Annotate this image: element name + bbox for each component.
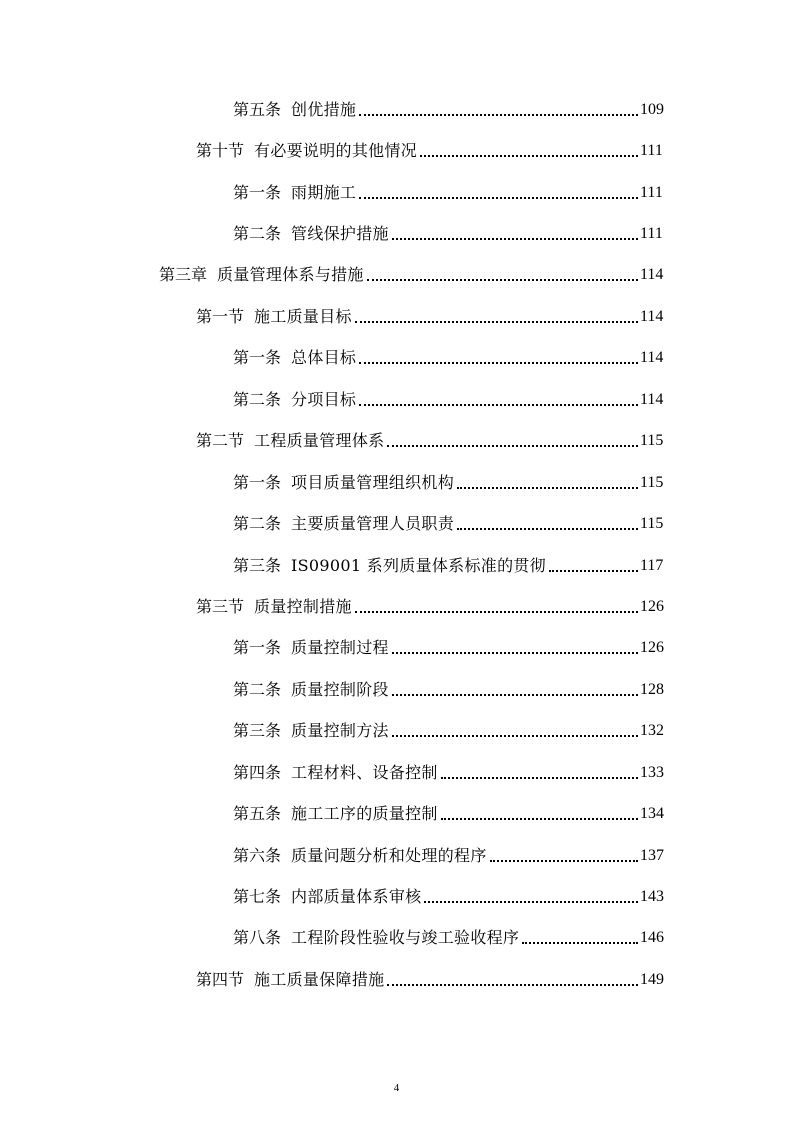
toc-entry[interactable] (0, 628, 793, 669)
toc-entry-number: 第一条 (233, 348, 282, 368)
toc-entry-label (233, 473, 454, 493)
toc-entry-label (233, 721, 389, 741)
toc-entry[interactable] (0, 89, 793, 130)
toc-entry[interactable] (0, 172, 793, 213)
toc-entry-number: 第二条 (233, 679, 282, 699)
toc-entry-page: 114 (640, 349, 664, 367)
toc-entry-page: 132 (640, 722, 664, 740)
toc-entry[interactable] (0, 130, 793, 171)
toc-entry-page: 109 (640, 100, 664, 118)
toc-entry-number: 第一条 (233, 472, 282, 492)
toc-entry-label (233, 100, 356, 120)
toc-dot-leader (457, 514, 638, 534)
toc-entry[interactable] (0, 545, 793, 586)
toc-entry-label (196, 141, 417, 161)
toc-entry-number: 第三章 (159, 265, 208, 285)
toc-entry-number: 第五条 (233, 99, 282, 119)
toc-entry-number: 第二条 (233, 514, 282, 534)
toc-entry-number: 第三节 (196, 596, 245, 616)
toc-entry-title: 质量控制阶段 (291, 679, 389, 699)
toc-entry-number: 第三条 (233, 555, 282, 575)
toc-dot-leader (387, 431, 638, 451)
toc-entry-label (233, 390, 356, 410)
toc-entry-number: 第五条 (233, 804, 282, 824)
toc-entry-page: 149 (640, 970, 664, 988)
toc-entry-label (196, 431, 384, 451)
toc-entry-label (233, 680, 389, 700)
toc-dot-leader (355, 307, 638, 327)
toc-entry-number: 第四条 (233, 762, 282, 782)
toc-entry-title: 分项目标 (291, 389, 357, 409)
toc-entry-page: 111 (640, 183, 663, 201)
toc-entry[interactable] (0, 296, 793, 337)
toc-entry[interactable] (0, 669, 793, 710)
toc-dot-leader (392, 224, 638, 244)
toc-entry-label (233, 183, 356, 203)
toc-dot-leader (392, 638, 638, 658)
toc-entry-page: 114 (640, 390, 664, 408)
toc-entry-number: 第十节 (196, 141, 245, 161)
toc-entry-number: 第七条 (233, 887, 282, 907)
table-of-contents (0, 89, 793, 1001)
toc-entry-title: 项目质量管理组织机构 (291, 472, 455, 492)
toc-entry-label (233, 804, 438, 824)
toc-entry[interactable] (0, 213, 793, 254)
toc-entry-page: 115 (640, 432, 664, 450)
toc-entry-number: 第一条 (233, 182, 282, 202)
toc-entry-label (233, 846, 487, 866)
toc-entry-title: 质量问题分析和处理的程序 (291, 845, 487, 865)
toc-entry[interactable] (0, 959, 793, 1000)
toc-dot-leader (367, 265, 638, 285)
toc-entry-page: 114 (640, 266, 664, 284)
toc-entry[interactable] (0, 752, 793, 793)
toc-dot-leader (549, 556, 638, 576)
toc-entry-title: 创优措施 (291, 99, 357, 119)
toc-dot-leader (441, 804, 638, 824)
toc-entry[interactable] (0, 338, 793, 379)
toc-entry-page: 134 (640, 805, 664, 823)
toc-entry[interactable] (0, 255, 793, 296)
toc-entry-title: 工程材料、设备控制 (291, 762, 438, 782)
toc-entry-title: 工程质量管理体系 (254, 431, 385, 451)
toc-entry-page: 137 (640, 846, 664, 864)
toc-dot-leader (359, 100, 638, 120)
toc-entry-label (233, 348, 356, 368)
toc-entry[interactable] (0, 503, 793, 544)
toc-entry-title: 施工工序的质量控制 (291, 804, 438, 824)
toc-entry-number: 第四节 (196, 969, 245, 989)
toc-entry-label (196, 597, 352, 617)
toc-entry-label (196, 307, 352, 327)
toc-entry[interactable] (0, 462, 793, 503)
toc-entry-page: 111 (640, 142, 663, 160)
toc-entry-page: 146 (640, 929, 664, 947)
toc-dot-leader (490, 846, 638, 866)
toc-dot-leader (355, 597, 638, 617)
toc-entry-label (233, 887, 421, 907)
toc-entry-number: 第二节 (196, 431, 245, 451)
toc-dot-leader (359, 348, 638, 368)
toc-entry-number: 第二条 (233, 389, 282, 409)
toc-entry[interactable] (0, 711, 793, 752)
page-number: 4 (393, 1082, 400, 1094)
toc-entry-page: 114 (640, 307, 664, 325)
toc-dot-leader (441, 763, 638, 783)
toc-entry-title: 总体目标 (291, 348, 357, 368)
toc-entry-number: 第一节 (196, 306, 245, 326)
toc-entry-label (233, 928, 519, 948)
toc-entry-page: 115 (640, 473, 664, 491)
toc-entry-title: 施工质量目标 (254, 306, 352, 326)
toc-entry-page: 133 (640, 763, 664, 781)
toc-entry-page: 111 (640, 225, 663, 243)
toc-entry-number: 第二条 (233, 224, 282, 244)
toc-entry[interactable] (0, 586, 793, 627)
toc-entry-title: 工程阶段性验收与竣工验收程序 (291, 928, 520, 948)
toc-entry-title: 质量控制措施 (254, 596, 352, 616)
toc-entry-page: 126 (640, 639, 664, 657)
toc-entry-title: 质量控制过程 (291, 638, 389, 658)
toc-entry-page: 126 (640, 597, 664, 615)
toc-dot-leader (457, 473, 638, 493)
toc-entry-title: 质量控制方法 (291, 721, 389, 741)
toc-entry-title: 主要质量管理人员职责 (291, 514, 455, 534)
toc-entry-label (233, 224, 389, 244)
toc-entry-number: 第八条 (233, 928, 282, 948)
toc-entry-page: 115 (640, 515, 664, 533)
toc-dot-leader (387, 970, 638, 990)
toc-entry-title: 有必要说明的其他情况 (254, 141, 418, 161)
toc-dot-leader (424, 887, 638, 907)
toc-entry-number: 第六条 (233, 845, 282, 865)
toc-entry-title: 管线保护措施 (291, 224, 389, 244)
toc-entry-page: 143 (640, 888, 664, 906)
toc-dot-leader (359, 183, 638, 203)
toc-entry-label (196, 970, 384, 990)
toc-entry-label (233, 763, 438, 783)
toc-entry-label (233, 514, 454, 534)
toc-entry[interactable] (0, 835, 793, 876)
toc-entry-title: 质量管理体系与措施 (217, 265, 364, 285)
toc-entry-number: 第一条 (233, 638, 282, 658)
toc-entry-page: 117 (640, 556, 664, 574)
toc-entry-page: 128 (640, 680, 664, 698)
toc-entry-label (159, 265, 364, 285)
toc-entry[interactable] (0, 918, 793, 959)
toc-dot-leader (392, 721, 638, 741)
toc-entry[interactable] (0, 379, 793, 420)
toc-dot-leader (522, 928, 638, 948)
toc-entry-title: 施工质量保障措施 (254, 969, 385, 989)
toc-entry-label (233, 638, 389, 658)
toc-dot-leader (420, 141, 638, 161)
toc-entry-title: IS09001 系列质量体系标准的贯彻 (291, 555, 546, 575)
toc-entry-number: 第三条 (233, 721, 282, 741)
toc-entry[interactable] (0, 876, 793, 917)
toc-entry[interactable] (0, 793, 793, 834)
toc-entry-title: 内部质量体系审核 (291, 887, 422, 907)
toc-dot-leader (359, 390, 638, 410)
toc-entry-label (233, 556, 546, 576)
toc-entry-title: 雨期施工 (291, 182, 357, 202)
toc-dot-leader (392, 680, 638, 700)
toc-entry[interactable] (0, 421, 793, 462)
